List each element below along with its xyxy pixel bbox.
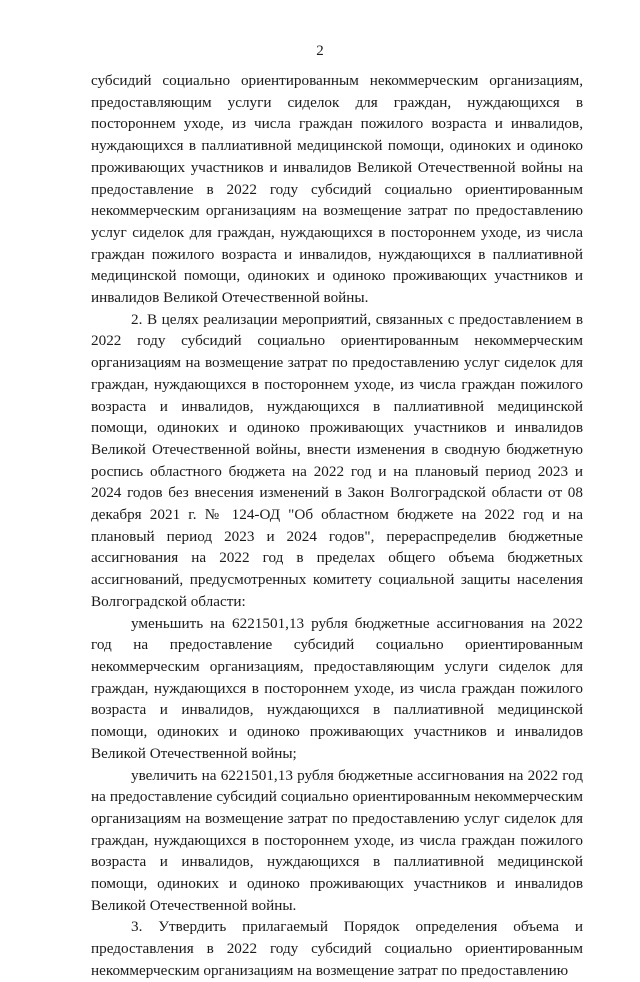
page-number: 2 — [316, 43, 324, 59]
paragraph-item-3: 3. Утвердить прилагаемый Порядок определения объема и предоставления в 2022 году субсидий социально ориентированным некоммерческим организациям на возмещение затрат по предоставлению — [91, 918, 583, 979]
paragraph-continuation: субсидий социально ориентированным некоммерческим организациям, предоставляющим услуги сиделок для граждан, нуждающихся в постороннем уходе, из числа граждан пожилого возраста и инвалидов, нуждающихся в паллиативной медицинской помощи, одиноких и одиноко проживающих участников и инвалидов Великой Отечественной войны на предоставление в 2022 году субсидий социально ориентированным некоммерческим организациям на возмещение затрат по предоставлению услуг сиделок для граждан, нуждающихся в постороннем уходе, из числа граждан пожилого возраста и инвалидов, нуждающихся в паллиативной медицинской помощи, одиноких и одиноко проживающих участников и инвалидов Великой Отечественной войны. — [91, 72, 583, 307]
document-body — [91, 70, 583, 982]
paragraph-decrease: уменьшить на 6221501,13 рубля бюджетные ассигнования на 2022 год на предоставление субсидий социально ориентированным некоммерческим организациям, предоставляющим услуги сиделок для граждан, нуждающихся в постороннем уходе, из числа граждан пожилого возраста и инвалидов, нуждающихся в паллиативной медицинской помощи, одиноких и одиноко проживающих участников и инвалидов Великой Отечественной войны; — [91, 614, 583, 762]
paragraph-increase: увеличить на 6221501,13 рубля бюджетные ассигнования на 2022 год на предоставление субсидий социально ориентированным некоммерческим организациям на возмещение затрат по предоставлению услуг сиделок для граждан, нуждающихся в постороннем уходе, из числа граждан пожилого возраста и инвалидов, нуждающихся в паллиативной медицинской помощи, одиноких и одиноко проживающих участников и инвалидов Великой Отечественной войны. — [91, 766, 583, 914]
paragraph-item-2: 2. В целях реализации мероприятий, связанных с предоставлением в 2022 году субсидий социально ориентированным некоммерческим организациям на возмещение затрат по предоставлению услуг сиделок для граждан, нуждающихся в постороннем уходе, из числа граждан пожилого возраста и инвалидов, нуждающихся в паллиативной медицинской помощи, одиноких и одиноко проживающих участников и инвалидов Великой Отечественной войны, внести изменения в сводную бюджетную роспись областного бюджета на 2022 год и на плановый период 2023 и 2024 годов без внесения изменений в Закон Волгоградской области от 08 декабря 2021 г. № 124-ОД "Об областном бюджете на 2022 год и на плановый период 2023 и 2024 годов", перераспределив бюджетные ассигнования на 2022 год в пределах общего объема бюджетных ассигнований, предусмотренных комитету социальной защиты населения Волгоградской области: — [91, 310, 583, 610]
